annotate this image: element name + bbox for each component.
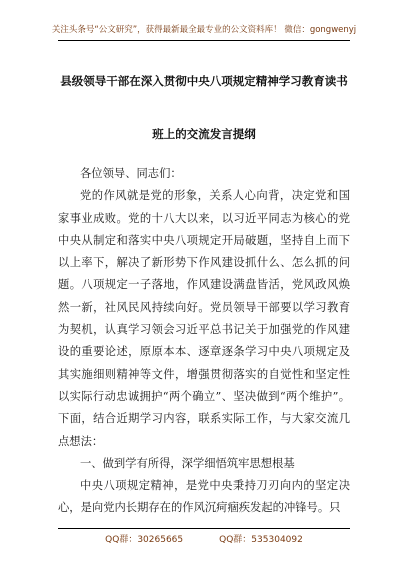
section-heading-1: 一、做到学有所得，深学细悟筑牢思想根基 <box>80 456 295 470</box>
top-banner: 关注头条号“公文研究”，获得最新最全最专业的公文资料库！ 微信：gongwenyj <box>51 25 357 35</box>
paragraph-section-1: 中央八项规定精神，是党中央秉持刀刃向内的坚定决心，是向党内长期存在的作风沉疴痼疾发起的冲锋号。只 <box>58 479 350 515</box>
document-title-line-1: 县级领导干部在深入贯彻中央八项规定精神学习教育读书 <box>60 74 348 88</box>
footer-qq-group-1: QQ群：30265665 <box>105 535 184 545</box>
header-divider <box>58 40 350 41</box>
paragraph-intro: 党的作风就是党的形象，关系人心向背，决定党和国家事业成败。党的十八大以来，以习近平同志为核心的党中央从制定和落实中央八项规定开局破题，坚持自上而下以上率下，解决了新形势下作风建设抓什么、怎么抓的问题。八项规定一子落地，作风建设满盘皆活，党风政风焕然一新，社风民风持续向好。党员领导干部要以学习教育为契机，认真学习领会习近平总书记关于加强党的作风建设的重要论述，原原本本、逐章逐条学习中央八项规定及其实施细则精神等文件，增强贯彻落实的自觉性和坚定性以实际行动忠诚拥护“两个确立”、坚决做到“两个维护”。下面，结合近期学习内容，联系实际工作，与大家交流几点想法： <box>58 189 350 448</box>
salutation: 各位领导、同志们： <box>80 167 182 180</box>
document-title-line-2: 班上的交流发言提纲 <box>152 127 256 141</box>
footer <box>0 532 408 545</box>
document-body <box>58 163 350 520</box>
footer-divider <box>58 528 350 529</box>
footer-qq-group-2: QQ群：535304092 <box>219 535 303 545</box>
